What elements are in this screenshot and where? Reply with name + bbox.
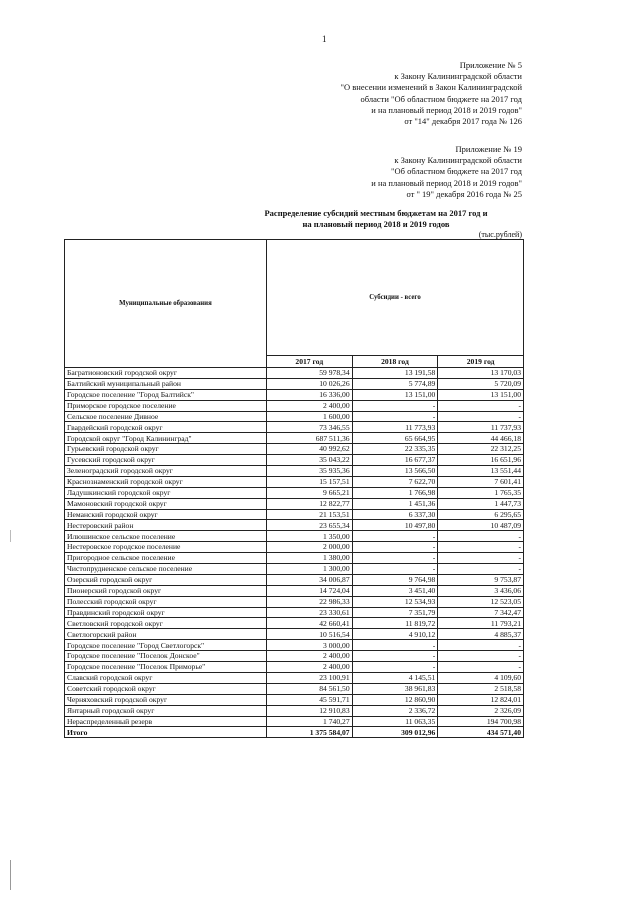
scan-edge-mark <box>10 860 11 890</box>
value-2019-cell: 1 447,73 <box>438 498 524 509</box>
table-row <box>65 629 524 640</box>
value-2017-cell: 2 000,00 <box>266 542 352 553</box>
header-subsidies-total: Субсидии - всего <box>266 240 523 356</box>
value-2019-cell: - <box>438 651 524 662</box>
value-2017-cell: 35 043,22 <box>266 455 352 466</box>
value-2019-cell: - <box>438 542 524 553</box>
value-2019-cell: 13 151,00 <box>438 389 524 400</box>
appendix-5-line: и на плановый период 2018 и 2019 годов" <box>371 104 522 115</box>
value-2018-cell: - <box>352 553 438 564</box>
value-2019-cell: 11 793,21 <box>438 618 524 629</box>
value-2019-cell: - <box>438 564 524 575</box>
municipality-cell: Городское поселение "Поселок Приморье" <box>65 662 267 673</box>
table-row <box>65 411 524 422</box>
appendix-5-line: области "Об областном бюджете на 2017 год <box>360 93 522 104</box>
municipality-cell: Светлогорский район <box>65 629 267 640</box>
appendix-19-line: от " 19" декабря 2016 года № 25 <box>406 188 522 199</box>
table-row <box>65 368 524 379</box>
value-2019-cell: 4 885,37 <box>438 629 524 640</box>
value-2017-cell: 12 822,77 <box>266 498 352 509</box>
table-row <box>65 466 524 477</box>
appendix-5-line: к Закону Калининградской области <box>394 71 522 82</box>
value-2017-cell: 59 978,34 <box>266 368 352 379</box>
value-2019-cell: - <box>438 662 524 673</box>
value-2017-cell: 23 655,34 <box>266 520 352 531</box>
table-row <box>65 509 524 520</box>
value-2019-cell: 22 312,25 <box>438 444 524 455</box>
value-2019-cell: 11 737,93 <box>438 422 524 433</box>
table-row <box>65 716 524 727</box>
value-2019-cell: 12 523,05 <box>438 596 524 607</box>
value-2017-cell: 21 153,51 <box>266 509 352 520</box>
value-2018-cell: 11 063,35 <box>352 716 438 727</box>
value-2018-cell: - <box>352 531 438 542</box>
value-2018-cell: 11 819,72 <box>352 618 438 629</box>
municipality-cell: Сельское поселение Дивное <box>65 411 267 422</box>
value-2019-cell: - <box>438 553 524 564</box>
value-2019-cell: 2 518,58 <box>438 683 524 694</box>
table-row <box>65 694 524 705</box>
total-label: Итого <box>65 727 267 738</box>
table-row <box>65 520 524 531</box>
value-2017-cell: 9 665,21 <box>266 487 352 498</box>
value-2018-cell: 1 451,36 <box>352 498 438 509</box>
table-row <box>65 553 524 564</box>
municipality-cell: Озерский городской округ <box>65 574 267 585</box>
table-row <box>65 476 524 487</box>
municipality-cell: Пионерский городской округ <box>65 585 267 596</box>
value-2017-cell: 687 511,36 <box>266 433 352 444</box>
value-2018-cell: 5 774,89 <box>352 378 438 389</box>
value-2017-cell: 1 380,00 <box>266 553 352 564</box>
table-row <box>65 564 524 575</box>
table-row <box>65 444 524 455</box>
municipality-cell: Неманский городской округ <box>65 509 267 520</box>
value-2018-cell: - <box>352 640 438 651</box>
municipality-cell: Багратионовский городской округ <box>65 368 267 379</box>
value-2018-cell: 13 566,50 <box>352 466 438 477</box>
table-row <box>65 672 524 683</box>
value-2017-cell: 40 992,62 <box>266 444 352 455</box>
title-line: Распределение субсидий местным бюджетам на 2017 год и <box>264 208 488 218</box>
appendix-19-line: Приложение № 19 <box>455 144 522 154</box>
value-2018-cell: - <box>352 662 438 673</box>
municipality-cell: Городской округ "Город Калининград" <box>65 433 267 444</box>
value-2019-cell: 13 170,03 <box>438 368 524 379</box>
table-row <box>65 433 524 444</box>
value-2017-cell: 1 300,00 <box>266 564 352 575</box>
value-2019-cell: 1 765,35 <box>438 487 524 498</box>
table-row <box>65 683 524 694</box>
municipality-cell: Нестеровское городское поселение <box>65 542 267 553</box>
value-2018-cell: 10 497,80 <box>352 520 438 531</box>
municipality-cell: Нераспределенный резерв <box>65 716 267 727</box>
value-2018-cell: 3 451,40 <box>352 585 438 596</box>
value-2019-cell: - <box>438 531 524 542</box>
municipality-cell: Ладушкинский городской округ <box>65 487 267 498</box>
table-row <box>65 596 524 607</box>
value-2017-cell: 23 330,61 <box>266 607 352 618</box>
total-2019: 434 571,40 <box>438 727 524 738</box>
value-2019-cell: - <box>438 400 524 411</box>
table-row <box>65 487 524 498</box>
table-row <box>65 389 524 400</box>
value-2018-cell: - <box>352 651 438 662</box>
value-2018-cell: 4 145,51 <box>352 672 438 683</box>
table-row <box>65 455 524 466</box>
appendix-19-line: к Закону Калининградской области <box>394 155 522 166</box>
value-2017-cell: 2 400,00 <box>266 400 352 411</box>
value-2017-cell: 1 740,27 <box>266 716 352 727</box>
table-row <box>65 618 524 629</box>
table-row <box>65 607 524 618</box>
value-2017-cell: 10 026,26 <box>266 378 352 389</box>
value-2019-cell: - <box>438 411 524 422</box>
municipality-cell: Советский городской округ <box>65 683 267 694</box>
table-footer <box>65 727 524 738</box>
value-2019-cell: 10 487,09 <box>438 520 524 531</box>
value-2018-cell: 4 910,12 <box>352 629 438 640</box>
table-row <box>65 531 524 542</box>
municipality-cell: Правдинский городской округ <box>65 607 267 618</box>
municipality-cell: Гусевский городской округ <box>65 455 267 466</box>
appendix-19-line: "Об областном бюджете на 2017 год <box>391 166 522 177</box>
value-2017-cell: 15 157,51 <box>266 476 352 487</box>
value-2018-cell: - <box>352 542 438 553</box>
municipality-cell: Светловский городской округ <box>65 618 267 629</box>
document-title <box>210 208 542 230</box>
appendix-5-header <box>341 60 522 127</box>
appendix-19-header <box>371 144 522 200</box>
scan-edge-mark <box>10 530 11 542</box>
value-2017-cell: 45 591,71 <box>266 694 352 705</box>
value-2019-cell: 2 326,09 <box>438 705 524 716</box>
title-line: на плановый период 2018 и 2019 годов <box>302 219 450 229</box>
table-row <box>65 378 524 389</box>
header-year-2017: 2017 год <box>266 355 352 367</box>
table-row <box>65 542 524 553</box>
municipality-cell: Черняховский городской округ <box>65 694 267 705</box>
municipality-cell: Гурьевский городской округ <box>65 444 267 455</box>
value-2019-cell: - <box>438 640 524 651</box>
municipality-cell: Городское поселение "Город Светлогорск" <box>65 640 267 651</box>
value-2019-cell: 5 720,09 <box>438 378 524 389</box>
municipality-cell: Чистопрудненское сельское поселение <box>65 564 267 575</box>
value-2019-cell: 12 824,01 <box>438 694 524 705</box>
value-2019-cell: 7 342,47 <box>438 607 524 618</box>
value-2017-cell: 10 516,54 <box>266 629 352 640</box>
value-2018-cell: 38 961,83 <box>352 683 438 694</box>
value-2017-cell: 2 400,00 <box>266 651 352 662</box>
table-row <box>65 498 524 509</box>
value-2018-cell: 22 335,35 <box>352 444 438 455</box>
municipality-cell: Краснознаменский городской округ <box>65 476 267 487</box>
value-2018-cell: 12 534,93 <box>352 596 438 607</box>
value-2017-cell: 42 660,41 <box>266 618 352 629</box>
appendix-5-line: от "14" декабря 2017 года № 126 <box>404 116 522 127</box>
header-year-2019: 2019 год <box>438 355 524 367</box>
value-2017-cell: 16 336,00 <box>266 389 352 400</box>
value-2017-cell: 2 400,00 <box>266 662 352 673</box>
appendix-19-line: и на плановый период 2018 и 2019 годов" <box>371 177 522 188</box>
municipality-cell: Нестеровский район <box>65 520 267 531</box>
table-row <box>65 422 524 433</box>
value-2018-cell: 1 766,98 <box>352 487 438 498</box>
municipality-cell: Славский городской округ <box>65 672 267 683</box>
value-2018-cell: 13 151,00 <box>352 389 438 400</box>
table-row <box>65 662 524 673</box>
value-2019-cell: 6 295,65 <box>438 509 524 520</box>
value-2018-cell: 2 336,72 <box>352 705 438 716</box>
value-2018-cell: 7 351,79 <box>352 607 438 618</box>
value-2017-cell: 12 910,83 <box>266 705 352 716</box>
subsidies-table <box>64 239 524 738</box>
value-2019-cell: 7 601,41 <box>438 476 524 487</box>
units-label: (тыс.рублей) <box>478 230 522 239</box>
header-year-2018: 2018 год <box>352 355 438 367</box>
appendix-5-line: Приложение № 5 <box>459 60 522 70</box>
total-2018: 309 012,96 <box>352 727 438 738</box>
value-2017-cell: 1 600,00 <box>266 411 352 422</box>
value-2018-cell: 11 773,93 <box>352 422 438 433</box>
value-2019-cell: 9 753,87 <box>438 574 524 585</box>
table-row <box>65 400 524 411</box>
value-2019-cell: 3 436,06 <box>438 585 524 596</box>
value-2018-cell: 16 677,37 <box>352 455 438 466</box>
value-2017-cell: 22 986,33 <box>266 596 352 607</box>
municipality-cell: Городское поселение "Поселок Донское" <box>65 651 267 662</box>
value-2017-cell: 84 561,50 <box>266 683 352 694</box>
municipality-cell: Зеленоградский городской округ <box>65 466 267 477</box>
table-row <box>65 640 524 651</box>
municipality-cell: Балтийский муниципальный район <box>65 378 267 389</box>
municipality-cell: Гвардейский городской округ <box>65 422 267 433</box>
municipality-cell: Городское поселение "Город Балтийск" <box>65 389 267 400</box>
value-2017-cell: 35 935,36 <box>266 466 352 477</box>
value-2018-cell: 13 191,58 <box>352 368 438 379</box>
table-row <box>65 705 524 716</box>
value-2018-cell: 9 764,98 <box>352 574 438 585</box>
value-2018-cell: - <box>352 411 438 422</box>
table-body <box>65 368 524 727</box>
value-2019-cell: 194 700,98 <box>438 716 524 727</box>
total-row <box>65 727 524 738</box>
municipality-cell: Пригородное сельское поселение <box>65 553 267 564</box>
value-2018-cell: 7 622,70 <box>352 476 438 487</box>
appendix-5-line: "О внесении изменений в Закон Калининградской <box>340 82 522 93</box>
value-2017-cell: 3 000,00 <box>266 640 352 651</box>
value-2019-cell: 44 466,18 <box>438 433 524 444</box>
value-2017-cell: 73 346,55 <box>266 422 352 433</box>
value-2018-cell: - <box>352 400 438 411</box>
municipality-cell: Полесский городской округ <box>65 596 267 607</box>
municipality-cell: Мамоновский городской округ <box>65 498 267 509</box>
table-row <box>65 585 524 596</box>
value-2018-cell: 12 860,90 <box>352 694 438 705</box>
table-row <box>65 651 524 662</box>
table-header <box>65 240 524 368</box>
total-2017: 1 375 584,07 <box>266 727 352 738</box>
value-2019-cell: 4 109,60 <box>438 672 524 683</box>
value-2018-cell: 6 337,30 <box>352 509 438 520</box>
value-2017-cell: 14 724,04 <box>266 585 352 596</box>
header-municipalities: Муниципальные образования <box>65 240 267 368</box>
value-2017-cell: 23 100,91 <box>266 672 352 683</box>
municipality-cell: Илюшинское сельское поселение <box>65 531 267 542</box>
table-row <box>65 574 524 585</box>
page-number: 1 <box>322 34 327 44</box>
value-2017-cell: 1 350,00 <box>266 531 352 542</box>
value-2018-cell: 65 664,95 <box>352 433 438 444</box>
value-2019-cell: 16 651,96 <box>438 455 524 466</box>
value-2018-cell: - <box>352 564 438 575</box>
value-2019-cell: 13 551,44 <box>438 466 524 477</box>
municipality-cell: Янтарный городской округ <box>65 705 267 716</box>
municipality-cell: Приморское городское поселение <box>65 400 267 411</box>
value-2017-cell: 34 006,87 <box>266 574 352 585</box>
